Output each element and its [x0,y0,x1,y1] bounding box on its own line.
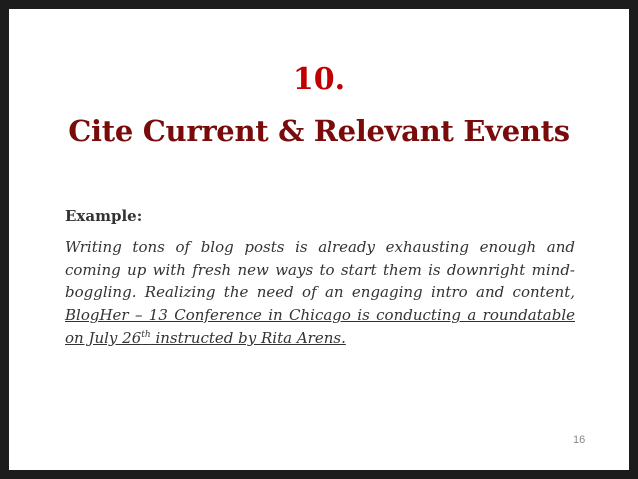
slide-border-bottom [0,470,638,479]
example-body [65,236,575,350]
example-label: Example: [65,207,143,225]
example-body-text: Writing tons of blog posts is already exhausting enough and coming up with fresh new ways to start them is downright mind-boggling. Realizing the need of an engaging intro and content, [65,238,575,302]
title-number: 10. [292,62,346,97]
link-text: BlogHer – 13 Conference in Chicago is conducting a roundatable on July 26 [65,306,575,347]
ordinal-suffix: th [141,329,151,340]
page-number: 16 [573,434,586,446]
link-text-end: instructed by Rita Arens. [155,328,346,347]
slide-title: Cite Current & Relevant Events [68,114,570,148]
blogher-conference-link[interactable] [65,306,575,347]
slide-border-top [0,0,638,9]
